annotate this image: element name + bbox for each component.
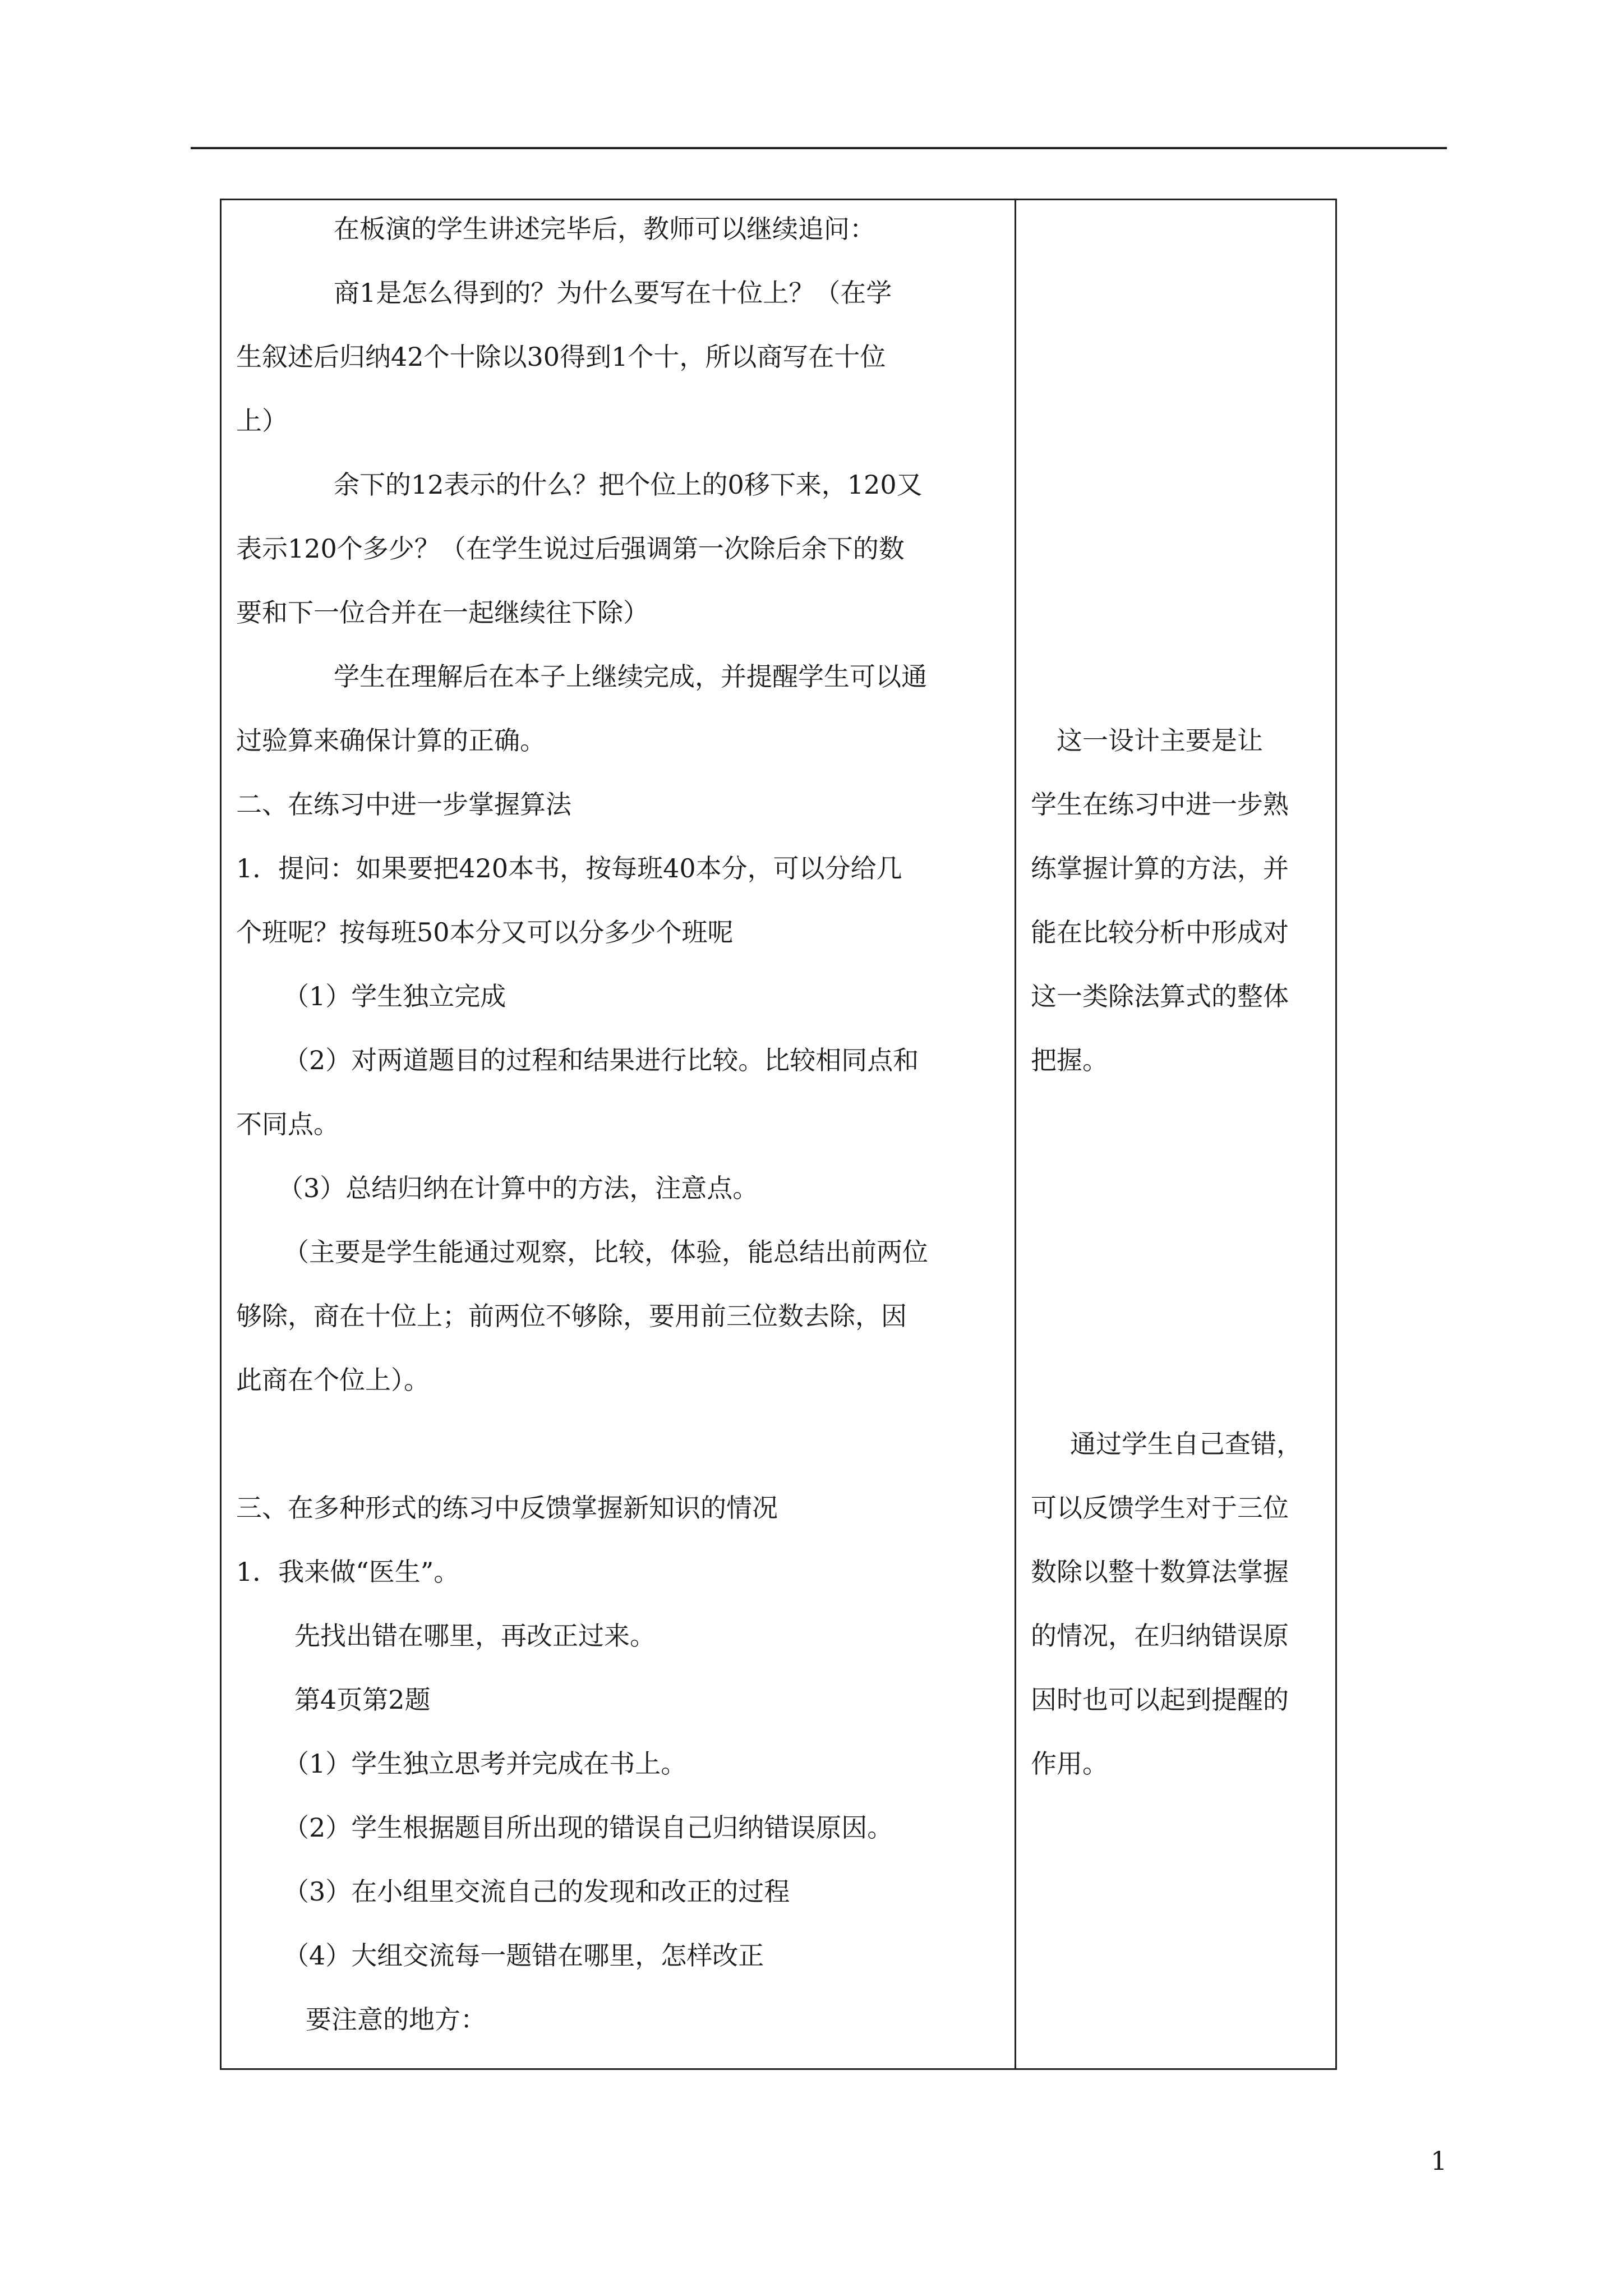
main-line: 余下的12表示的什么？把个位上的0移下来，120又 [334,470,923,500]
main-line: 要注意的地方： [306,2004,486,2035]
header-rule [191,147,1447,149]
side-note-line: 能在比较分析中形成对 [1031,917,1289,947]
main-line: 商1是怎么得到的？为什么要写在十位上？（在学 [334,278,892,308]
side-note-line: 通过学生自己查错， [1070,1429,1302,1459]
main-line: （1）学生独立完成 [283,981,506,1011]
side-note-line: 学生在练习中进一步熟 [1031,789,1289,820]
main-line: （4）大组交流每一题错在哪里，怎样改正 [283,1940,764,1971]
main-line: （2）学生根据题目所出现的错误自己归纳错误原因。 [283,1812,893,1843]
side-note-line: 因时也可以起到提醒的 [1031,1685,1289,1715]
main-line: （3）总结归纳在计算中的方法，注意点。 [278,1173,759,1203]
page-number: 1 [1431,2146,1447,2176]
main-line: （2）对两道题目的过程和结果进行比较。比较相同点和 [283,1045,919,1075]
main-line: 1．提问：如果要把420本书，按每班40本分，可以分给几 [236,853,902,884]
main-line: （3）在小组里交流自己的发现和改正的过程 [283,1876,790,1907]
main-line: 要和下一位合并在一起继续往下除） [236,597,649,628]
teaching-process-column [222,200,1015,2068]
main-line: （主要是学生能通过观察，比较，体验，能总结出前两位 [283,1237,928,1267]
main-line: 过验算来确保计算的正确。 [236,725,546,756]
side-note-line: 这一设计主要是让 [1057,725,1263,756]
side-note-line: 把握。 [1031,1045,1108,1075]
main-line: 上） [236,406,288,436]
main-line: 学生在理解后在本子上继续完成，并提醒学生可以通 [334,661,927,692]
main-line: 个班呢？按每班50本分又可以分多少个班呢 [236,917,734,947]
main-line: 生叙述后归纳42个十除以30得到1个十，所以商写在十位 [236,342,886,372]
main-line: 先找出错在哪里，再改正过来。 [294,1621,656,1651]
main-line: 1．我来做“医生”。 [236,1557,460,1587]
side-note-line: 这一类除法算式的整体 [1031,981,1289,1011]
design-notes-column [1016,200,1335,2068]
lesson-table [220,199,1337,2070]
main-line: （1）学生独立思考并完成在书上。 [283,1749,687,1779]
side-note-line: 的情况，在归纳错误原 [1031,1621,1289,1651]
main-line: 表示120个多少？（在学生说过后强调第一次除后余下的数 [236,533,905,564]
side-note-line: 作用。 [1031,1749,1108,1779]
side-note-line: 数除以整十数算法掌握 [1031,1557,1289,1587]
side-note-line: 可以反馈学生对于三位 [1031,1493,1289,1523]
main-line: 不同点。 [236,1109,339,1139]
main-line: 在板演的学生讲述完毕后，教师可以继续追问： [334,214,875,244]
main-line: 第4页第2题 [294,1685,431,1715]
main-line: 够除，商在十位上；前两位不够除，要用前三位数去除，因 [236,1301,907,1331]
side-note-line: 练掌握计算的方法，并 [1031,853,1289,884]
section-heading: 三、在多种形式的练习中反馈掌握新知识的情况 [236,1493,778,1523]
section-heading: 二、在练习中进一步掌握算法 [236,789,571,820]
main-line: 此商在个位上）。 [236,1365,430,1395]
